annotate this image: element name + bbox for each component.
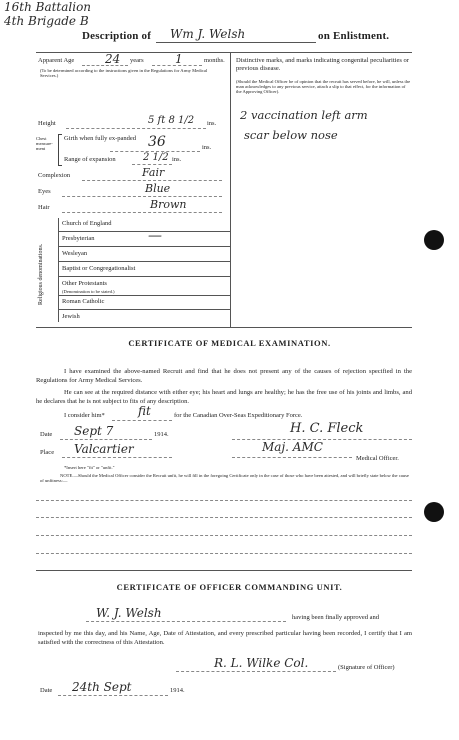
religion-roman-catholic: Roman Catholic: [62, 298, 105, 305]
medical-place-hw: Valcartier: [74, 442, 134, 456]
religion-jewish: Jewish: [62, 313, 80, 320]
consider-hw: fit: [138, 404, 151, 418]
presbyterian-mark: —: [148, 228, 162, 244]
commanding-date-hw: 24th Sept: [72, 680, 132, 694]
eyes-value: Blue: [145, 182, 171, 195]
complexion-value: Fair: [142, 166, 165, 179]
medical-date-year: 1914.: [154, 431, 169, 438]
insert-note: *Insert here "fit" or "unfit.": [64, 465, 115, 470]
chest-girth-unit: ins.: [202, 144, 212, 151]
medical-para2: He can see at the required distance with either eye; his heart and lungs are healthy; he has the free use of his joints and limbs, and he declares that he is not subject to fits of any description.: [36, 389, 412, 405]
medical-para1: I have examined the above-named Recruit and find that he does not present any of the causes of rejection specified in the Regulations for Army Medical Services.: [36, 368, 412, 384]
distinctive-marks-note: (Should the Medical Officer be of opinion that the recruit has served before, he will, unless the man acknowledges to any previous service, attach a slip to that effect, for the information of the Approving Officer).: [236, 79, 411, 94]
religion-other-note: (Denomination to be stated.): [62, 289, 115, 294]
religion-other-protestants: Other Protestants: [62, 280, 107, 287]
medical-place-label: Place: [40, 449, 55, 456]
complexion-label: Complexion: [38, 172, 71, 179]
height-label: Height: [38, 120, 56, 127]
religion-presbyterian: Presbyterian: [62, 235, 95, 242]
chest-girth-label: Girth when fully ex-panded: [64, 135, 137, 142]
age-years-label: years: [130, 57, 144, 64]
age-years-value: 24: [105, 52, 121, 66]
chest-range-label: Range of expansion: [64, 156, 116, 163]
commanding-para: inspected by me this day, and his Name, Age, Date of Attestation, and every prescribed particular having been recorded, I certify that I am satisfied with the correctness of this Attestation.: [38, 630, 412, 646]
age-label: Apparent Age: [38, 57, 75, 64]
medical-cert-title: CERTIFICATE OF MEDICAL EXAMINATION.: [128, 338, 331, 348]
name-handwritten: Wm J. Welsh: [170, 27, 246, 41]
chest-range-unit: ins.: [172, 156, 182, 163]
binder-hole-top: [424, 230, 444, 250]
age-note: (To be determined according to the instructions given in the Regulations for Army Medical Services.): [40, 68, 208, 78]
age-months-value: 1: [175, 52, 183, 66]
commanding-line1-tail: having been finally approved and: [292, 614, 379, 621]
consider-label: I consider him*: [64, 412, 105, 419]
unfit-note: NOTE.—Should the Medical Officer consider the Recruit unfit, he will fill in the foregoing Certificate only in the case of those who have been attested, and will briefly state below the cause of unfitness:—: [40, 473, 409, 483]
binder-hole-bottom: [424, 502, 444, 522]
commanding-name-hw: W. J. Welsh: [96, 606, 162, 620]
officer-rank-hw: Maj. AMC: [262, 440, 323, 454]
medical-date-hw: Sept 7: [74, 424, 114, 438]
hair-value: Brown: [150, 198, 187, 211]
religion-church-of-england: Church of England: [62, 220, 112, 227]
medical-officer-label: Medical Officer.: [356, 455, 399, 462]
height-value: 5 ft 8 1/2: [148, 115, 195, 126]
on-enlistment-label: on Enlistment.: [318, 30, 390, 42]
consider-tail: for the Canadian Over-Seas Expeditionary Force.: [174, 412, 303, 419]
commanding-signature-hw: R. L. Wilke Col.: [214, 656, 309, 670]
chest-range-value: 2 1/2: [143, 152, 169, 163]
commanding-cert-title: CERTIFICATE OF OFFICER COMMANDING UNIT.: [116, 582, 343, 592]
officer-signature-hw: H. C. Fleck: [290, 421, 364, 436]
distinctive-hw-line2: scar below nose: [244, 128, 338, 142]
distinctive-marks-title: Distinctive marks, and marks indicating congenital peculiarities or previous disease.: [236, 57, 409, 72]
hair-label: Hair: [38, 204, 50, 211]
chest-group-label: Chest measure-ment: [36, 136, 53, 151]
annotation-battalion: 16th Battalion: [4, 0, 92, 14]
description-label: Description of: [82, 30, 152, 42]
eyes-label: Eyes: [38, 188, 51, 195]
religion-baptist: Baptist or Congregationalist: [62, 265, 136, 272]
medical-date-label: Date: [40, 431, 53, 438]
religion-group-label: Religious denominations.: [38, 243, 44, 305]
age-months-label: months.: [204, 57, 225, 64]
chest-girth-value: 36: [148, 134, 166, 150]
annotation-brigade: 4th Brigade B: [4, 14, 89, 28]
commanding-date-year: 1914.: [170, 687, 185, 694]
height-unit: ins.: [207, 120, 217, 127]
religion-wesleyan: Wesleyan: [62, 250, 88, 257]
commanding-date-label: Date: [40, 687, 53, 694]
commanding-signature-label: (Signature of Officer): [338, 664, 395, 671]
distinctive-hw-line1: 2 vaccination left arm: [240, 108, 368, 122]
